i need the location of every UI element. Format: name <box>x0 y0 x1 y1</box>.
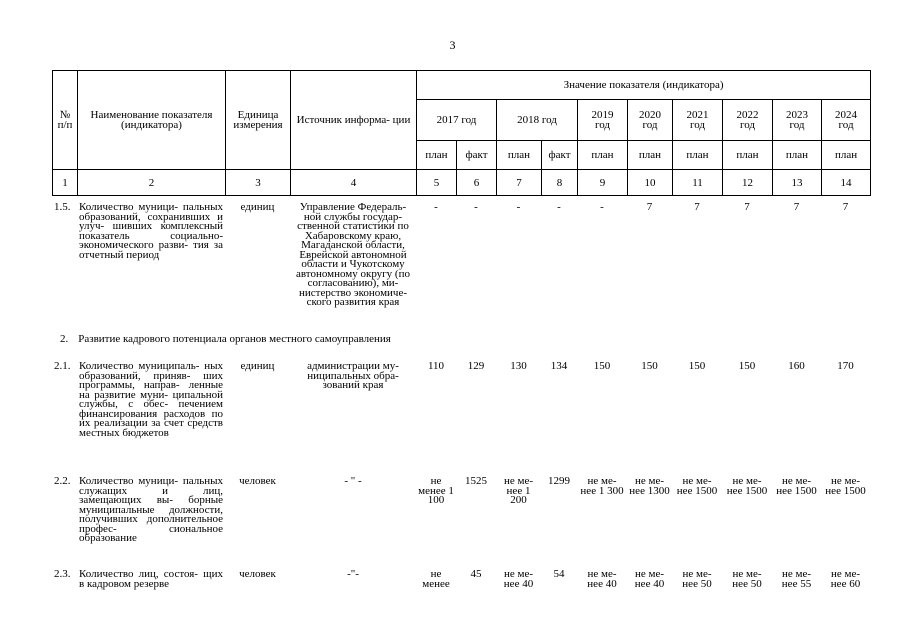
row-value: 150 <box>688 360 706 372</box>
row-value: не ме- нее 1300 <box>629 475 670 497</box>
row-value: не ме- нее 40 <box>634 568 665 590</box>
row-value: не ме- нее 1 300 <box>580 475 624 497</box>
row-value: - <box>557 201 561 213</box>
section-title: Развитие кадрового потенциала органов местного самоуправления <box>78 333 391 345</box>
header-colnum: 14 <box>822 170 871 196</box>
table-row <box>52 477 870 544</box>
row-value: 150 <box>593 360 611 372</box>
row-value: 130 <box>510 360 527 372</box>
header-sub: план <box>822 141 871 170</box>
row-value: не ме- нее 1500 <box>676 475 718 497</box>
header-colnum: 9 <box>578 170 628 196</box>
header-sub: факт <box>542 141 578 170</box>
row-value: 170 <box>837 360 854 372</box>
header-sub: план <box>417 141 457 170</box>
header-sub: план <box>578 141 628 170</box>
row-value: 7 <box>646 201 653 213</box>
header-colnum: 12 <box>723 170 773 196</box>
header-colnum: 1 <box>53 170 78 196</box>
row-value: - <box>474 201 478 213</box>
header-colnum: 3 <box>226 170 291 196</box>
header-year: 2023 год <box>773 100 822 141</box>
header-sub: план <box>773 141 822 170</box>
row-value: не ме- нее 1500 <box>726 475 768 497</box>
row-value: 150 <box>738 360 756 372</box>
header-year: 2017 год <box>417 100 497 141</box>
row-unit: человек <box>239 475 276 487</box>
header-unit: Единица измерения <box>226 71 291 170</box>
row-name: Количество муниципаль- ных образований, приняв- ших программы, направ- ленные на развитие муни- ципальной службы, с обес- печением финансирования расходов по их реализации за счет средств местных бюджетов <box>79 360 223 439</box>
header-num: № п/п <box>53 71 78 170</box>
row-source: администрации му- ниципальных обра- зований края <box>307 360 399 391</box>
header-colnum: 5 <box>417 170 457 196</box>
row-value: 54 <box>553 568 565 580</box>
row-value: не ме- нее 40 <box>587 568 617 590</box>
header-colnum: 2 <box>78 170 226 196</box>
row-num: 2.3. <box>54 568 71 580</box>
row-unit: единиц <box>240 201 275 213</box>
row-value: 1299 <box>548 475 570 487</box>
row-value: 160 <box>788 360 805 372</box>
row-value: 1525 <box>465 475 487 487</box>
header-year: 2019 год <box>578 100 628 141</box>
header-colnum: 13 <box>773 170 822 196</box>
section-heading <box>60 333 401 345</box>
header-year: 2022 год <box>723 100 773 141</box>
row-num: 2.2. <box>54 475 71 487</box>
row-value: 7 <box>842 201 849 213</box>
row-num: 2.1. <box>54 360 71 372</box>
header-colnum: 8 <box>542 170 578 196</box>
header-sub: план <box>497 141 542 170</box>
page-number: 3 <box>449 38 456 52</box>
header-colnum: 7 <box>497 170 542 196</box>
row-value: 129 <box>467 360 485 372</box>
row-value: не менее 1 100 <box>418 475 454 506</box>
table-row <box>52 362 870 438</box>
row-value: не ме- нее 1500 <box>825 475 866 497</box>
header-group-title: Значение показателя (индикатора) <box>417 71 871 100</box>
row-name: Количество муници- пальных образований, сохранивших и улуч- шивших комплексный показатель социально- экономического разви- тия за отчетный период <box>79 201 223 261</box>
row-value: не ме- нее 50 <box>732 568 762 590</box>
row-value: 134 <box>550 360 568 372</box>
indicator-table-header <box>52 70 871 196</box>
row-source: Управление Федераль- ной службы государ- ственной статистики по Хабаровскому краю, Магаданской области, Еврейской автономной области и Чукотскому автономному округу (по согласованию), ми- нистерство экономиче- ского развития края <box>295 201 410 308</box>
row-value: 110 <box>427 360 445 372</box>
row-value: не ме- нее 1500 <box>776 475 817 497</box>
row-value: не ме- нее 60 <box>830 568 861 590</box>
header-sub: план <box>673 141 723 170</box>
row-num: 1.5. <box>54 201 71 213</box>
header-name: Наименование показателя (индикатора) <box>78 71 226 170</box>
row-value: 45 <box>470 568 482 580</box>
row-value: - <box>516 201 521 213</box>
row-unit: единиц <box>240 360 275 372</box>
row-name: Количество муници- пальных служащих и лиц, замещающих вы- борные муниципальные должности, получивших дополнительное профес- сиональное образование <box>79 475 223 544</box>
header-year: 2024 год <box>822 100 871 141</box>
row-value: 150 <box>641 360 658 372</box>
header-source: Источник информа- ции <box>291 71 417 170</box>
header-sub: план <box>723 141 773 170</box>
header-colnum: 10 <box>628 170 673 196</box>
header-sub: план <box>628 141 673 170</box>
row-value: 7 <box>694 201 700 213</box>
header-colnum: 4 <box>291 170 417 196</box>
row-source: -"- <box>347 568 359 580</box>
header-year: 2021 год <box>673 100 723 141</box>
row-value: не ме- нее 55 <box>781 568 812 590</box>
header-year: 2020 год <box>628 100 673 141</box>
row-unit: человек <box>239 568 276 580</box>
row-value: не менее <box>422 568 450 590</box>
row-source: - " - <box>344 475 362 487</box>
header-sub: факт <box>457 141 497 170</box>
row-value: не ме- нее 50 <box>682 568 712 590</box>
table-row <box>52 570 870 589</box>
row-value: 7 <box>744 201 750 213</box>
header-year: 2018 год <box>497 100 578 141</box>
row-value: не ме- нее 1 200 <box>503 475 534 506</box>
table-row <box>52 203 870 308</box>
row-value: - <box>434 201 438 213</box>
header-colnum: 11 <box>673 170 723 196</box>
row-name: Количество лиц, состоя- щих в кадровом резерве <box>79 568 223 590</box>
header-colnum: 6 <box>457 170 497 196</box>
row-value: 7 <box>793 201 800 213</box>
row-value: - <box>600 201 604 213</box>
row-value: не ме- нее 40 <box>503 568 534 590</box>
section-num: 2. <box>60 333 69 345</box>
